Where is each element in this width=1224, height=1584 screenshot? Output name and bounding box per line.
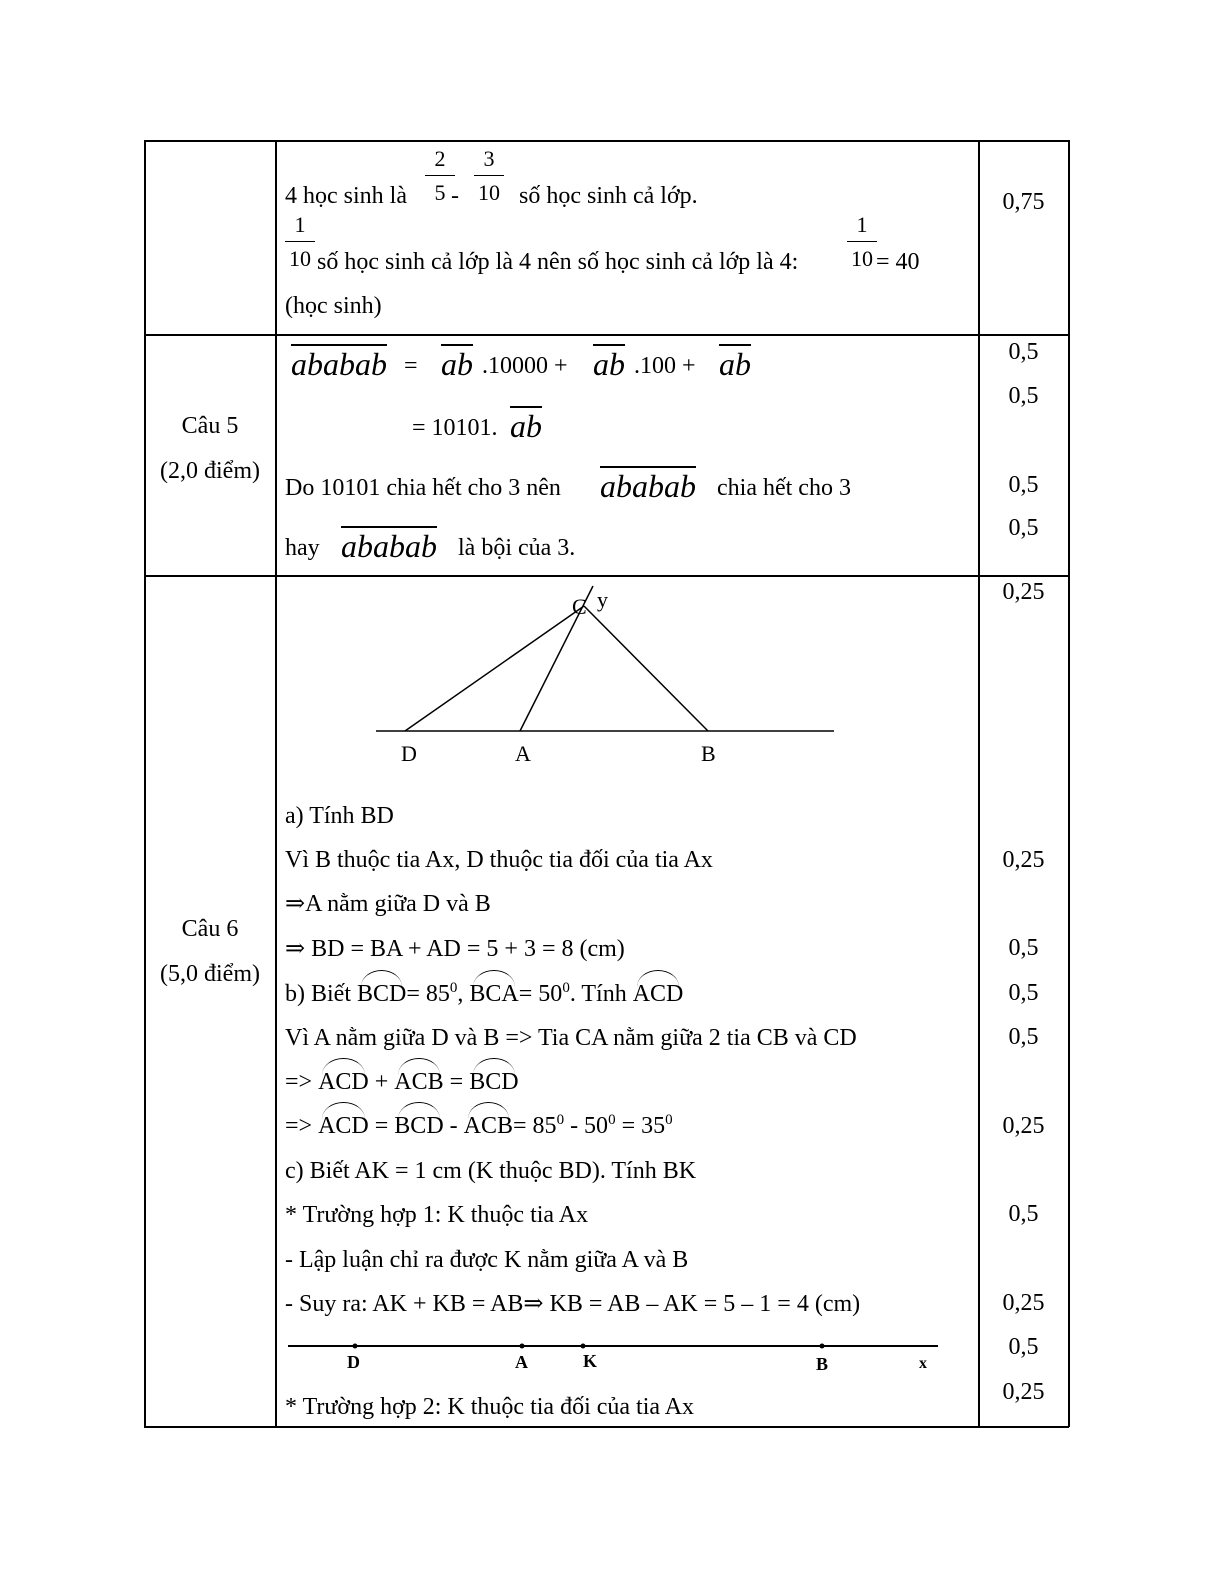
row3-case1: * Trường hợp 1: K thuộc tia Ax — [285, 1202, 589, 1228]
row3-score-2: 0,25 — [1002, 847, 1045, 873]
fig1-label-B: B — [701, 741, 716, 766]
row3-part-a: a) Tính BD — [285, 803, 394, 829]
row3-score-9: 0,5 — [1008, 1334, 1039, 1360]
fig1-label-C: C — [572, 594, 587, 619]
row2-line3-start: Do 10101 chia hết cho 3 nên — [285, 475, 561, 501]
row2-line3-end: chia hết cho 3 — [717, 475, 851, 501]
row2-score-3: 0,5 — [1008, 472, 1039, 498]
row3-score-6: 0,25 — [1002, 1113, 1045, 1139]
fig2-label-D: D — [347, 1352, 360, 1372]
overline-ab-4: ab — [510, 408, 542, 444]
row1-score: 0,75 — [1002, 189, 1045, 215]
row2-line2-start: = 10101. — [412, 415, 498, 441]
row2-line4-start: hay — [285, 535, 320, 561]
row3-part-b: b) Biết $BCD= 85^0$, $BCA= 50^0$. Tính ACD — [285, 980, 684, 1007]
fig2-label-x: x — [919, 1355, 927, 1372]
row3-score-8: 0,25 — [1002, 1290, 1045, 1316]
row3-score-7: 0,5 — [1008, 1201, 1039, 1227]
row3-question-points: (5,0 điểm) — [160, 961, 260, 987]
row3-angle-diff: => ACD = BCD - $ACB= 85^0 - 50^0 = 35^0$ — [285, 1112, 673, 1139]
fraction-1-10-b: 1 10 — [847, 214, 877, 270]
row3-score-1: 0,25 — [1002, 579, 1045, 605]
fig2-label-K: K — [583, 1351, 598, 1371]
overline-ab-2: ab — [593, 346, 625, 382]
row2-score-2: 0,5 — [1008, 383, 1039, 409]
fig1-label-D: D — [401, 741, 417, 766]
row3-score-10: 0,25 — [1002, 1379, 1045, 1405]
overline-ab-1: ab — [441, 346, 473, 382]
row3-b-vi: Vì A nằm giữa D và B => Tia CA nằm giữa 2 tia CB và CD — [285, 1025, 857, 1051]
row2-mult1: .10000 + — [482, 353, 568, 379]
row3-suy: - Suy ra: AK + KB = AB⇒ KB = AB – AK = 5 – 1 = 4 (cm) — [285, 1291, 861, 1317]
fig1-label-A: A — [515, 741, 531, 766]
row3-score-4: 0,5 — [1008, 980, 1039, 1006]
row3-vi: Vì B thuộc tia Ax, D thuộc tia đối của tia Ax — [285, 847, 713, 873]
overline-ababab-1: ababab — [291, 346, 387, 382]
row1-line3: (học sinh) — [285, 293, 382, 319]
row3-imp1: ⇒A nằm giữa D và B — [285, 891, 491, 917]
row3-imp2: ⇒ BD = BA + AD = 5 + 3 = 8 (cm) — [285, 936, 625, 962]
row2-mult2: .100 + — [634, 353, 696, 379]
row2-question-points: (2,0 điểm) — [160, 458, 260, 484]
fraction-3-10: 3 10 — [474, 148, 504, 204]
fig1-label-y: y — [597, 587, 608, 612]
fraction-1-10-a: 1 10 — [285, 214, 315, 270]
row2-score-4: 0,5 — [1008, 515, 1039, 541]
row3-score-5: 0,5 — [1008, 1024, 1039, 1050]
row3-question-label: Câu 6 — [181, 916, 239, 942]
overline-ab-3: ab — [719, 346, 751, 382]
row1-line2-end: = 40 — [876, 249, 920, 275]
row1-line1-end: số học sinh cả lớp. — [519, 183, 698, 209]
row3-case2: * Trường hợp 2: K thuộc tia đối của tia Ax — [285, 1394, 695, 1420]
row3-score-3: 0,5 — [1008, 935, 1039, 961]
row1-line2-mid: số học sinh cả lớp là 4 nên số học sinh cả lớp là 4: — [317, 249, 799, 275]
row3-lap: - Lập luận chỉ ra được K nằm giữa A và B — [285, 1247, 689, 1273]
overline-ababab-2: ababab — [600, 468, 696, 504]
row2-score-1: 0,5 — [1008, 339, 1039, 365]
row1-line1-start: 4 học sinh là — [285, 183, 407, 209]
row3-angle-sum: => ACD + ACB = BCD — [285, 1069, 519, 1095]
row2-line4-end: là bội của 3. — [458, 535, 576, 561]
row2-eq: = — [404, 353, 418, 379]
row3-part-c: c) Biết AK = 1 cm (K thuộc BD). Tính BK — [285, 1158, 697, 1184]
fig2-label-B: B — [816, 1354, 829, 1374]
row1-line1-minus: - — [451, 183, 459, 209]
overline-ababab-3: ababab — [341, 528, 437, 564]
row2-question-label: Câu 5 — [181, 413, 239, 439]
fraction-2-5: 2 5 — [425, 148, 455, 204]
fig2-label-A: A — [515, 1352, 528, 1372]
